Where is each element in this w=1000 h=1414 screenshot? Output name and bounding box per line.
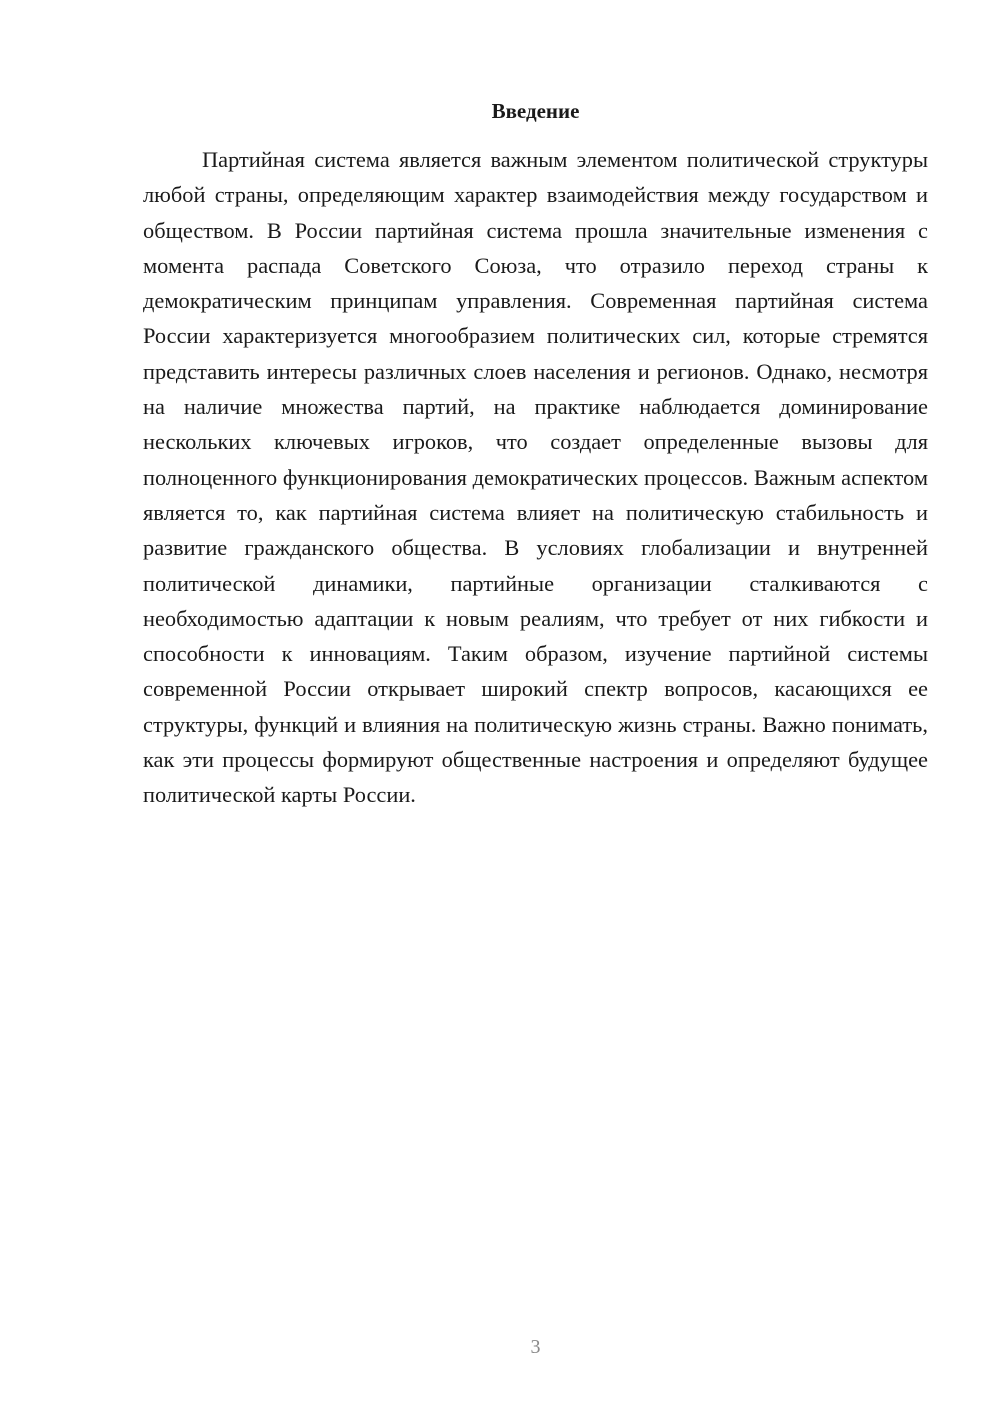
section-heading: Введение xyxy=(491,99,580,123)
body-paragraph: Партийная система является важным элементом политической структуры любой страны, определяющим характер взаимодействия между государством и обществом. В России партийная система прошла значительные изменения с момента распада Советского Союза, что отразило переход страны к демократическим принципам управления. Современная партийная система России характеризуется многообразием политических сил, которые стремятся представить интересы различных слоев населения и регионов. Однако, несмотря на наличие множества партий, на практике наблюдается доминирование нескольких ключевых игроков, что создает определенные вызовы для полноценного функционирования демократических процессов. Важным аспектом является то, как партийная система влияет на политическую стабильность и развитие гражданского общества. В условиях глобализации и внутренней политической динамики, партийные организации сталкиваются с необходимостью адаптации к новым реалиям, что требует от них гибкости и способности к инновациям. Таким образом, изучение партийной системы современной России открывает широкий спектр вопросов, касающихся ее структуры, функций и влияния на политическую жизнь страны. Важно понимать, как эти процессы формируют общественные настроения и определяют будущее политической карты России. xyxy=(143,147,928,808)
page-number: 3 xyxy=(530,1336,541,1358)
